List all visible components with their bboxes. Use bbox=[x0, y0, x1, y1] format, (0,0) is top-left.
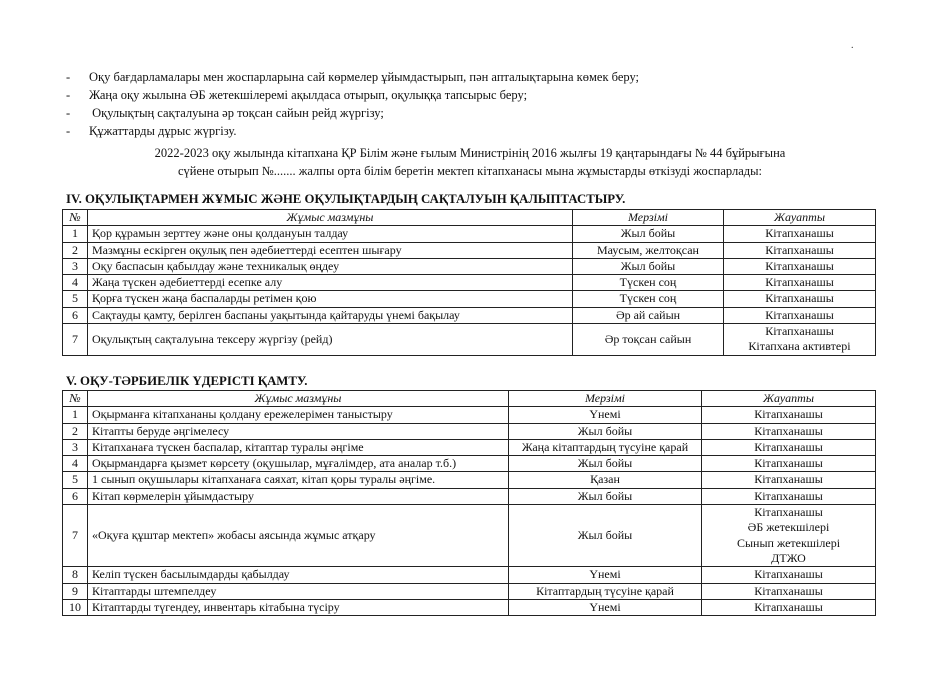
responsible-line: ӘБ жетекшілері bbox=[747, 520, 830, 535]
row-term: Әр ай сайын bbox=[573, 307, 724, 323]
table-row bbox=[63, 567, 876, 583]
table-row bbox=[63, 291, 876, 307]
row-responsible bbox=[724, 275, 876, 291]
row-responsible bbox=[702, 488, 876, 504]
row-term: Жыл бойы bbox=[509, 423, 702, 439]
responsible-line: Кітапханашы bbox=[754, 505, 823, 520]
responsible-line: Кітапханашы bbox=[754, 567, 823, 582]
row-term: Әр тоқсан сайын bbox=[573, 324, 724, 356]
row-term: Жыл бойы bbox=[573, 226, 724, 242]
col-header-responsible: Жауапты bbox=[702, 391, 876, 407]
row-task: Келіп түскен басылымдарды қабылдау bbox=[88, 567, 509, 583]
row-term: Түскен соң bbox=[573, 275, 724, 291]
bullet-item: - Оқу бағдарламалары мен жоспарларына сай көрмелер ұйымдастырып, пән апталықтарына көмек беру; bbox=[66, 70, 640, 84]
bullet-text: Оқулықтың сақталуына әр тоқсан сайын рейд жүргізу; bbox=[89, 106, 384, 120]
row-term: Жаңа кітаптардың түсуіне қарай bbox=[509, 439, 702, 455]
responsible-line: Кітапханашы bbox=[754, 407, 823, 422]
row-number: 7 bbox=[63, 324, 88, 356]
row-responsible bbox=[724, 324, 876, 356]
responsible-line: Кітапханашы bbox=[765, 242, 834, 257]
section-4-title: IV. ОҚУЛЫҚТАРМЕН ЖҰМЫС ЖӘНЕ ОҚУЛЫҚТАРДЫҢ САҚТАЛУЫН ҚАЛЫПТАСТЫРУ. bbox=[66, 192, 626, 206]
intro-paragraph bbox=[100, 144, 840, 180]
row-task: Сақтауды қамту, берілген баспаны уақытында қайтаруды үнемі бақылау bbox=[88, 307, 573, 323]
col-header-term: Мерзімі bbox=[509, 391, 702, 407]
row-task: Кітапты беруде әңгімелесу bbox=[88, 423, 509, 439]
responsible-line: Кітапханашы bbox=[765, 226, 834, 241]
table-row bbox=[63, 472, 876, 488]
row-number: 10 bbox=[63, 599, 88, 615]
responsible-line: Кітапханашы bbox=[765, 324, 834, 339]
table-row bbox=[63, 242, 876, 258]
row-task: Қор құрамын зерттеу және оны қолдануын талдау bbox=[88, 226, 573, 242]
responsible-line: Сынып жетекшілері bbox=[736, 535, 841, 550]
responsible-line: Кітапханашы bbox=[754, 423, 823, 438]
row-number: 3 bbox=[63, 258, 88, 274]
row-term: Түскен соң bbox=[573, 291, 724, 307]
table-row bbox=[63, 456, 876, 472]
row-task: Оқырмандарға қызмет көрсету (оқушылар, мұғалімдер, ата аналар т.б.) bbox=[88, 456, 509, 472]
row-task: Оқулықтың сақталуына тексеру жүргізу (рейд) bbox=[88, 324, 573, 356]
row-responsible bbox=[702, 567, 876, 583]
row-task: Жаңа түскен әдебиеттерді есепке алу bbox=[88, 275, 573, 291]
row-task: 1 сынып оқушылары кітапханаға саяхат, кітап қоры туралы әңгіме. bbox=[88, 472, 509, 488]
col-header-task: Жұмыс мазмұны bbox=[88, 210, 573, 226]
section-5-rows bbox=[63, 407, 876, 616]
responsible-line: Кітапханашы bbox=[765, 291, 834, 306]
row-task: «Оқуға құштар мектеп» жобасы аясында жұмыс атқару bbox=[88, 505, 509, 567]
section-5-title: V. ОҚУ-ТӘРБИЕЛІК ҮДЕРІСТІ ҚАМТУ. bbox=[66, 374, 308, 388]
responsible-line: Кітапханашы bbox=[754, 583, 823, 598]
row-number: 3 bbox=[63, 439, 88, 455]
row-number: 4 bbox=[63, 456, 88, 472]
row-number: 2 bbox=[63, 242, 88, 258]
section-4-table bbox=[62, 209, 876, 356]
responsible-line: Кітапханашы bbox=[765, 307, 834, 322]
responsible-line: Кітапхана активтері bbox=[748, 339, 851, 354]
row-task: Кітаптарды штемпелдеу bbox=[88, 583, 509, 599]
row-term: Жыл бойы bbox=[573, 258, 724, 274]
row-task: Оқу баспасын қабылдау және техникалық өңдеу bbox=[88, 258, 573, 274]
table-row bbox=[63, 258, 876, 274]
table-row bbox=[63, 599, 876, 615]
row-number: 7 bbox=[63, 505, 88, 567]
responsible-line: Кітапханашы bbox=[754, 599, 823, 614]
table-header-row bbox=[63, 391, 876, 407]
responsible-line: ДТЖО bbox=[771, 550, 806, 565]
table-row bbox=[63, 488, 876, 504]
table-row bbox=[63, 505, 876, 567]
row-responsible bbox=[724, 291, 876, 307]
row-number: 4 bbox=[63, 275, 88, 291]
row-task: Оқырманға кітапхананы қолдану ережелерімен таныстыру bbox=[88, 407, 509, 423]
table-header-row bbox=[63, 210, 876, 226]
bullet-text: Құжаттарды дұрыс жүргізу. bbox=[89, 124, 237, 138]
bullet-item: - Оқулықтың сақталуына әр тоқсан сайын рейд жүргізу; bbox=[66, 106, 384, 120]
row-number: 5 bbox=[63, 291, 88, 307]
bullet-text: Жаңа оқу жылына ӘБ жетекшілеремі ақылдаса отырып, оқулыққа тапсырыс беру; bbox=[89, 88, 528, 102]
row-number: 5 bbox=[63, 472, 88, 488]
row-term: Үнемі bbox=[509, 599, 702, 615]
intro-line: 2022-2023 оқу жылында кітапхана ҚР Білім және ғылым Министрінің 2016 жылғы 19 қаңтарындағы № 44 бұйрығына bbox=[154, 146, 786, 160]
row-number: 6 bbox=[63, 307, 88, 323]
bullet-item: - Жаңа оқу жылына ӘБ жетекшілеремі ақылдаса отырып, оқулыққа тапсырыс беру; bbox=[66, 88, 528, 102]
row-responsible bbox=[702, 439, 876, 455]
row-number: 8 bbox=[63, 567, 88, 583]
row-term: Кітаптардың түсуіне қарай bbox=[509, 583, 702, 599]
table-row bbox=[63, 407, 876, 423]
row-responsible bbox=[724, 226, 876, 242]
table-row bbox=[63, 423, 876, 439]
row-responsible bbox=[702, 407, 876, 423]
scan-mark: . bbox=[851, 40, 854, 51]
row-responsible bbox=[702, 505, 876, 567]
row-task: Кітапханаға түскен баспалар, кітаптар туралы әңгіме bbox=[88, 439, 509, 455]
row-responsible bbox=[702, 583, 876, 599]
bullet-list bbox=[66, 68, 639, 140]
responsible-line: Кітапханашы bbox=[754, 456, 823, 471]
table-row bbox=[63, 275, 876, 291]
row-responsible bbox=[724, 258, 876, 274]
responsible-line: Кітапханашы bbox=[754, 439, 823, 454]
row-term: Қазан bbox=[509, 472, 702, 488]
row-term: Жыл бойы bbox=[509, 456, 702, 472]
col-header-responsible: Жауапты bbox=[724, 210, 876, 226]
row-task: Кітап көрмелерін ұйымдастыру bbox=[88, 488, 509, 504]
row-responsible bbox=[702, 599, 876, 615]
bullet-text: Оқу бағдарламалары мен жоспарларына сай көрмелер ұйымдастырып, пән апталықтарына көмек беру; bbox=[89, 70, 640, 84]
row-term: Үнемі bbox=[509, 407, 702, 423]
row-responsible bbox=[702, 456, 876, 472]
row-number: 9 bbox=[63, 583, 88, 599]
responsible-line: Кітапханашы bbox=[754, 472, 823, 487]
col-header-term: Мерзімі bbox=[573, 210, 724, 226]
responsible-line: Кітапханашы bbox=[765, 275, 834, 290]
row-term: Жыл бойы bbox=[509, 505, 702, 567]
row-term: Маусым, желтоқсан bbox=[573, 242, 724, 258]
row-number: 1 bbox=[63, 226, 88, 242]
table-row bbox=[63, 439, 876, 455]
row-responsible bbox=[702, 472, 876, 488]
col-header-number: № bbox=[63, 391, 88, 407]
row-term: Үнемі bbox=[509, 567, 702, 583]
row-number: 6 bbox=[63, 488, 88, 504]
row-responsible bbox=[724, 307, 876, 323]
responsible-line: Кітапханашы bbox=[765, 258, 834, 273]
row-number: 1 bbox=[63, 407, 88, 423]
row-task: Қорға түскен жаңа баспаларды ретімен қою bbox=[88, 291, 573, 307]
table-row bbox=[63, 226, 876, 242]
row-term: Жыл бойы bbox=[509, 488, 702, 504]
row-number: 2 bbox=[63, 423, 88, 439]
table-row bbox=[63, 307, 876, 323]
responsible-line: Кітапханашы bbox=[754, 488, 823, 503]
col-header-task: Жұмыс мазмұны bbox=[88, 391, 509, 407]
row-responsible bbox=[702, 423, 876, 439]
col-header-number: № bbox=[63, 210, 88, 226]
row-task: Кітаптарды түгендеу, инвентарь кітабына түсіру bbox=[88, 599, 509, 615]
row-responsible bbox=[724, 242, 876, 258]
table-row bbox=[63, 324, 876, 356]
table-row bbox=[63, 583, 876, 599]
section-5-table bbox=[62, 390, 876, 616]
row-task: Мазмұны ескірген оқулық пен әдебиеттерді есептен шығару bbox=[88, 242, 573, 258]
section-4-rows bbox=[63, 226, 876, 355]
bullet-item: - Құжаттарды дұрыс жүргізу. bbox=[66, 124, 237, 138]
intro-line: сүйене отырып №....... жалпы орта білім беретін мектеп кітапханасы мына жұмыстарды өткізуді жоспарлады: bbox=[177, 164, 762, 178]
